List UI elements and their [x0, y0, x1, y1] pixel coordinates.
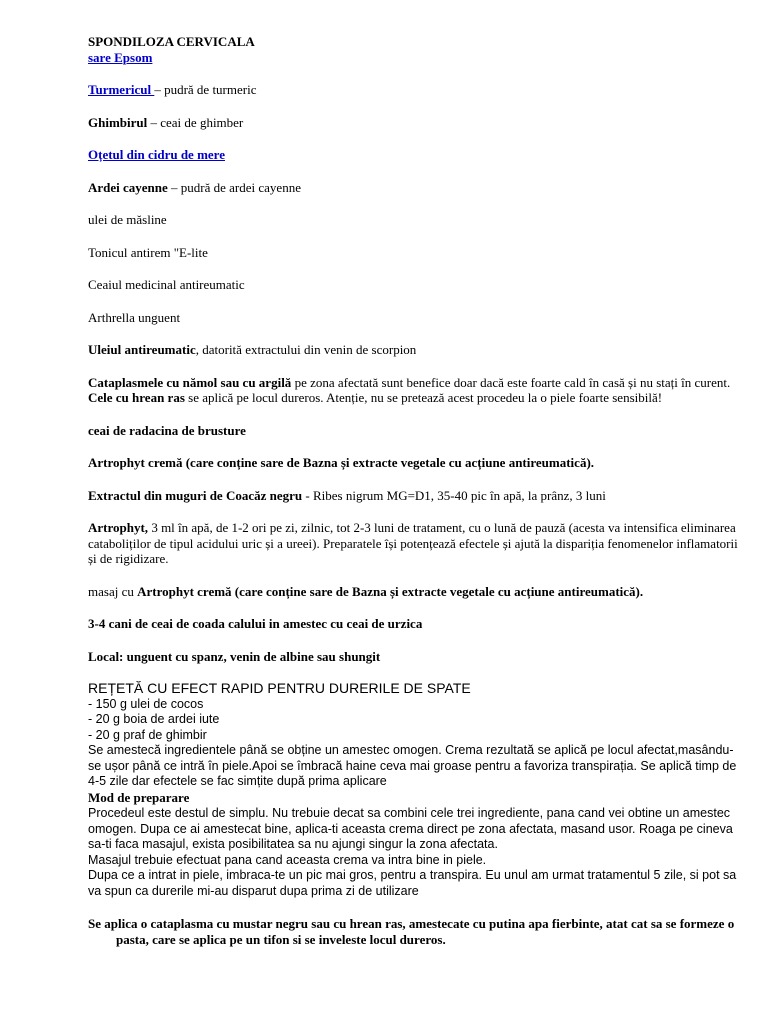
artrophyt-crema-line: Artrophyt cremă (care conține sare de Bazna și extracte vegetale cu acțiune antireumatică).	[88, 455, 595, 470]
tonic-line: Tonicul antirem "E-lite	[88, 244, 208, 260]
reteta-heading: REȚETĂ CU EFECT RAPID PENTRU DURERILE DE SPATE	[88, 680, 471, 696]
ingredient-item: - 20 g boia de ardei iute	[88, 712, 220, 726]
cataplasme-paragraph: Cataplasmele cu nămol sau cu argilă pe zona afectată sunt benefice doar dacă este foarte cald în casă și nu stați în curent. Cele cu hrean ras se aplică pe locul dureros. Atenție, nu se pretează acest procedeu la o piele foarte sensibilă!	[88, 374, 731, 405]
mod-preparare-text: Procedeul este destul de simplu. Nu trebuie decat sa combini cele trei ingrediente, pana cand vei obtine un amestec omogen. Dupa ce ai amestecat bine, aplica-ti aceasta crema direct pe zona afectata, masand usor. Roaga pe cineva sa-ti faca masajul, exista posibilitatea sa nu ajungi singur la zona afectata.	[88, 806, 733, 851]
coacaz-line: Extractul din muguri de Coacăz negru - Ribes nigrum MG=D1, 35-40 pic în apă, la prânz, 3 luni	[88, 487, 606, 503]
link-turmeric[interactable]: Turmericul	[88, 82, 155, 97]
reteta-steps: Se amestecă ingredientele până se obține un amestec omogen. Crema rezultată se aplică pe locul afectat,masându-se ușor până ce intră în piele.Apoi se îmbracă haine ceva mai groase pentru a favoriza transpirația. Se aplică timp de 4-5 zile dar efectele se fac simțite după prima aplicare	[88, 743, 737, 788]
masaj-line: masaj cu Artrophyt cremă (care conține sare de Bazna și extracte vegetale cu acțiune antireumatică).	[88, 583, 644, 599]
document-body	[88, 34, 738, 947]
local-line: Local: unguent cu spanz, venin de albine sau shungit	[88, 648, 381, 664]
ghimbir-line: Ghimbirul – ceai de ghimber	[88, 114, 244, 130]
turmeric-line: Turmericul – pudră de turmeric	[88, 82, 257, 97]
link-sare-epsom[interactable]: sare Epsom	[88, 49, 153, 65]
uleiul-line: Uleiul antireumatic, datorită extractului din venin de scorpion	[88, 342, 417, 357]
page-title: SPONDILOZA CERVICALA	[88, 34, 255, 49]
ingredient-item: - 20 g praf de ghimbir	[88, 727, 207, 742]
link-otet[interactable]: Oțetul din cidru de mere	[88, 147, 225, 162]
artrophyt-paragraph: Artrophyt, 3 ml în apă, de 1-2 ori pe zi, zilnic, tot 2-3 luni de tratament, cu o lună de pauză (acesta va intensifica eliminarea cataboliților de tipul acidului uric și a ureei). Preparatele își potențează efectele și ajută la dispariția fenomenelor inflamatorii și de rigidizare.	[88, 520, 738, 566]
arthrella-line: Arthrella unguent	[88, 309, 181, 325]
brusture-line: ceai de radacina de brusture	[88, 422, 246, 438]
reteta-section	[88, 681, 738, 899]
mod-preparare-heading: Mod de preparare	[88, 789, 190, 805]
ardei-line: Ardei cayenne – pudră de ardei cayenne	[88, 179, 301, 195]
ulei-masline-line: ulei de măsline	[88, 212, 167, 227]
ceai-medicinal-line: Ceaiul medicinal antireumatic	[88, 277, 245, 292]
ingredient-item: - 150 g ulei de cocos	[88, 696, 204, 711]
final-paragraph: Se aplica o cataplasma cu mustar negru sau cu hrean ras, amestecate cu putina apa fierbinte, atat cat sa se formeze o pasta, care se aplica pe un tifon si se inveleste locul dureros.	[88, 916, 735, 947]
mod-preparare-text: Masajul trebuie efectuat pana cand aceasta crema va intra bine in piele.	[88, 852, 487, 867]
mod-preparare-text: Dupa ce a intrat in piele, imbraca-te un pic mai gros, pentru a transpira. Eu unul am urmat tratamentul 5 zile, si pot sa va spun ca durerile mi-au disparut dupa prima zi de utilizare	[88, 868, 737, 898]
cani-line: 3-4 cani de ceai de coada calului in amestec cu ceai de urzica	[88, 616, 423, 631]
